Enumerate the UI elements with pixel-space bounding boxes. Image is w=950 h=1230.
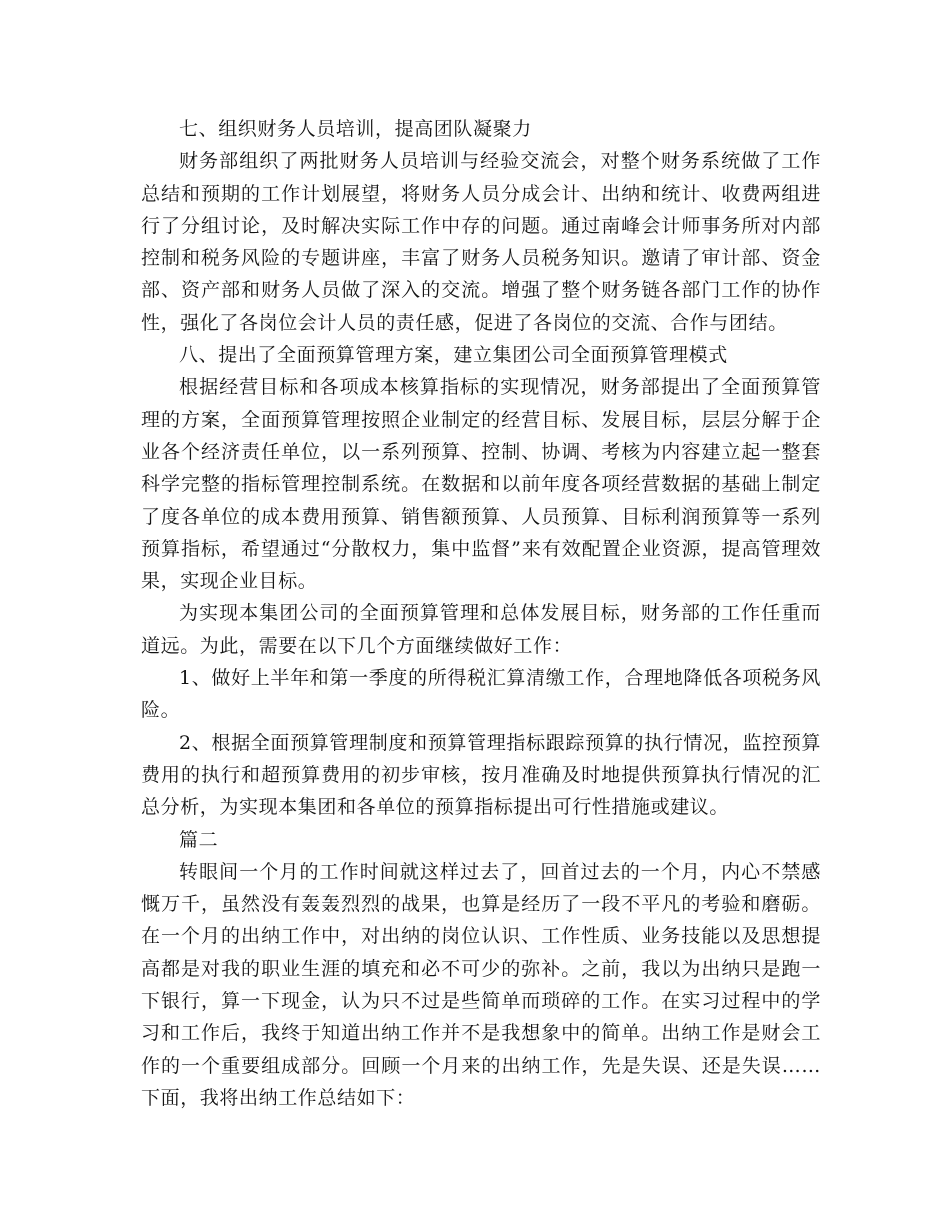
list-item-1: 1、做好上半年和第一季度的所得税汇算清缴工作，合理地降低各项税务风险。 <box>141 667 821 722</box>
paragraph-cashier-summary: 转眼间一个月的工作时间就这样过去了，回首过去的一个月，内心不禁感慨万千，虽然没有轰轰烈烈的战果，也算是经历了一段不平凡的考验和磨砺。在一个月的出纳工作中，对出纳的岗位认识、工作性质、业务技能以及思想提高都是对我的职业生涯的填充和必不可少的弥补。之前，我以为出纳只是跑一下银行，算一下现金，认为只不过是些简单而琐碎的工作。在实习过程中的学习和工作后，我终于知道出纳工作并不是我想象中的简单。出纳工作是财会工作的一个重要组成部分。回顾一个月来的出纳工作，先是失误、还是失误……下面，我将出纳工作总结如下： <box>141 860 821 1109</box>
list-item-2: 2、根据全面预算管理制度和预算管理指标跟踪预算的执行情况，监控预算费用的执行和超预算费用的初步审核，按月准确及时地提供预算执行情况的汇总分析，为实现本集团和各单位的预算指标提出可行性措施或建议。 <box>141 731 821 819</box>
paragraph-training: 财务部组织了两批财务人员培训与经验交流会，对整个财务系统做了工作总结和预期的工作计划展望，将财务人员分成会计、出纳和统计、收费两组进行了分组讨论，及时解决实际工作中存的问题。通过南峰会计师事务所对内部控制和税务风险的专题讲座，丰富了财务人员税务知识。邀请了审计部、资金部、资产部和财务人员做了深入的交流。增强了整个财务链各部门工作的协作性，强化了各岗位会计人员的责任感，促进了各岗位的交流、合作与团结。 <box>141 150 821 334</box>
document-body <box>141 113 821 1114</box>
paragraph-goals: 为实现本集团公司的全面预算管理和总体发展目标，财务部的工作任重而道远。为此，需要在以下几个方面继续做好工作： <box>141 602 821 657</box>
paragraph-budget-plan: 根据经营目标和各项成本核算指标的实现情况，财务部提出了全面预算管理的方案，全面预算管理按照企业制定的经营目标、发展目标，层层分解于企业各个经济责任单位，以一系列预算、控制、协调、考核为内容建立起一整套科学完整的指标管理控制系统。在数据和以前年度各项经营数据的基础上制定了度各单位的成本费用预算、销售额预算、人员预算、目标利润预算等一系列预算指标，希望通过“分散权力，集中监督”来有效配置企业资源，提高管理效果，实现企业目标。 <box>141 376 821 593</box>
section-heading-part-two: 篇二 <box>179 828 219 851</box>
section-heading-seven: 七、组织财务人员培训，提高团队凝聚力 <box>179 118 532 140</box>
section-heading-eight: 八、提出了全面预算管理方案，建立集团公司全面预算管理模式 <box>179 344 728 367</box>
